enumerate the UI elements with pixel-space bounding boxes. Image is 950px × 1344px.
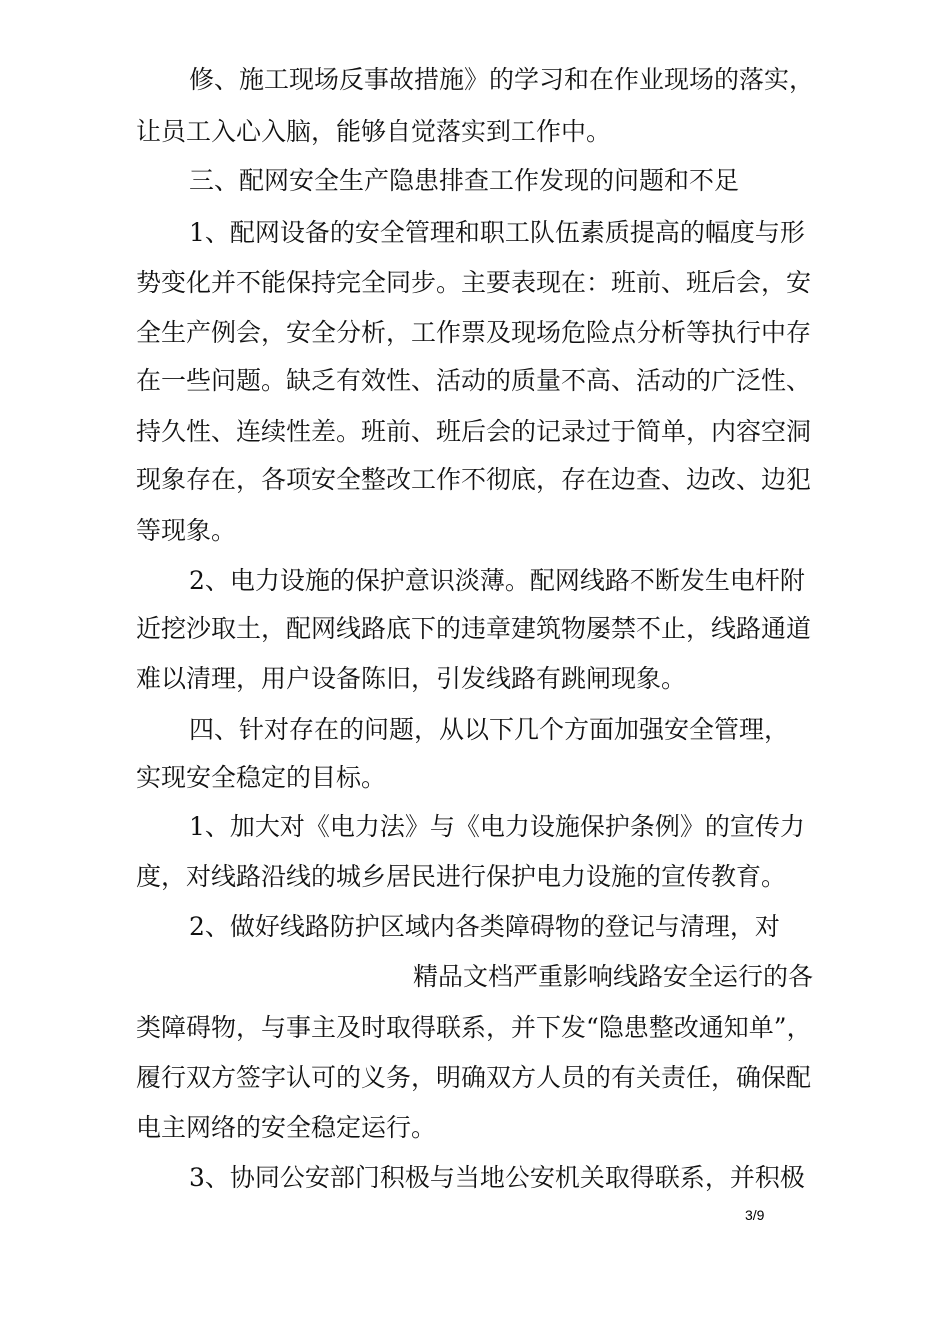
text-line: 持久性、连续性差。班前、班后会的记录过于简单，内容空洞 (136, 417, 812, 446)
text-line: 度，对线路沿线的城乡居民进行保护电力设施的宣传教育。 (136, 862, 787, 891)
text-line: 势变化并不能保持完全同步。主要表现在：班前、班后会，安 (136, 268, 812, 297)
text-line: 等现象。 (136, 516, 237, 545)
text-line: 精品文档严重影响线路安全运行的各 (413, 962, 814, 991)
section-heading: 四、针对存在的问题，从以下几个方面加强安全管理， (189, 715, 790, 744)
text-line: 履行双方签字认可的义务，明确双方人员的有关责任，确保配 (136, 1063, 812, 1092)
text-line: 2、电力设施的保护意识淡薄。配网线路不断发生电杆附 (189, 566, 805, 595)
text-line: 难以清理，用户设备陈旧，引发线路有跳闸现象。 (136, 664, 687, 693)
text-line: 1、加大对《电力法》与《电力设施保护条例》的宣传力 (189, 812, 805, 841)
text-line: 全生产例会，安全分析，工作票及现场危险点分析等执行中存 (136, 318, 812, 347)
text-line: 在一些问题。缺乏有效性、活动的质量不高、活动的广泛性、 (136, 366, 812, 395)
text-line: 类障碍物，与事主及时取得联系，并下发“隐患整改通知单”， (136, 1013, 812, 1042)
text-line: 让员工入心入脑，能够自觉落实到工作中。 (136, 117, 612, 146)
section-heading: 三、配网安全生产隐患排查工作发现的问题和不足 (189, 166, 740, 195)
text-line: 1、配网设备的安全管理和职工队伍素质提高的幅度与形 (189, 218, 805, 247)
text-line: 电主网络的安全稳定运行。 (136, 1113, 437, 1142)
text-line: 修、施工现场反事故措施》的学习和在作业现场的落实， (189, 65, 815, 94)
section-heading: 实现安全稳定的目标。 (136, 763, 387, 792)
text-line: 近挖沙取土，配网线路底下的违章建筑物屡禁不止，线路通道 (136, 614, 812, 643)
text-line: 现象存在，各项安全整改工作不彻底，存在边查、边改、边犯 (136, 465, 812, 494)
text-line: 3、协同公安部门积极与当地公安机关取得联系，并积极 (189, 1163, 805, 1192)
text-line: 2、做好线路防护区域内各类障碍物的登记与清理，对 (189, 912, 780, 941)
page-number: 3/9 (745, 1207, 765, 1223)
